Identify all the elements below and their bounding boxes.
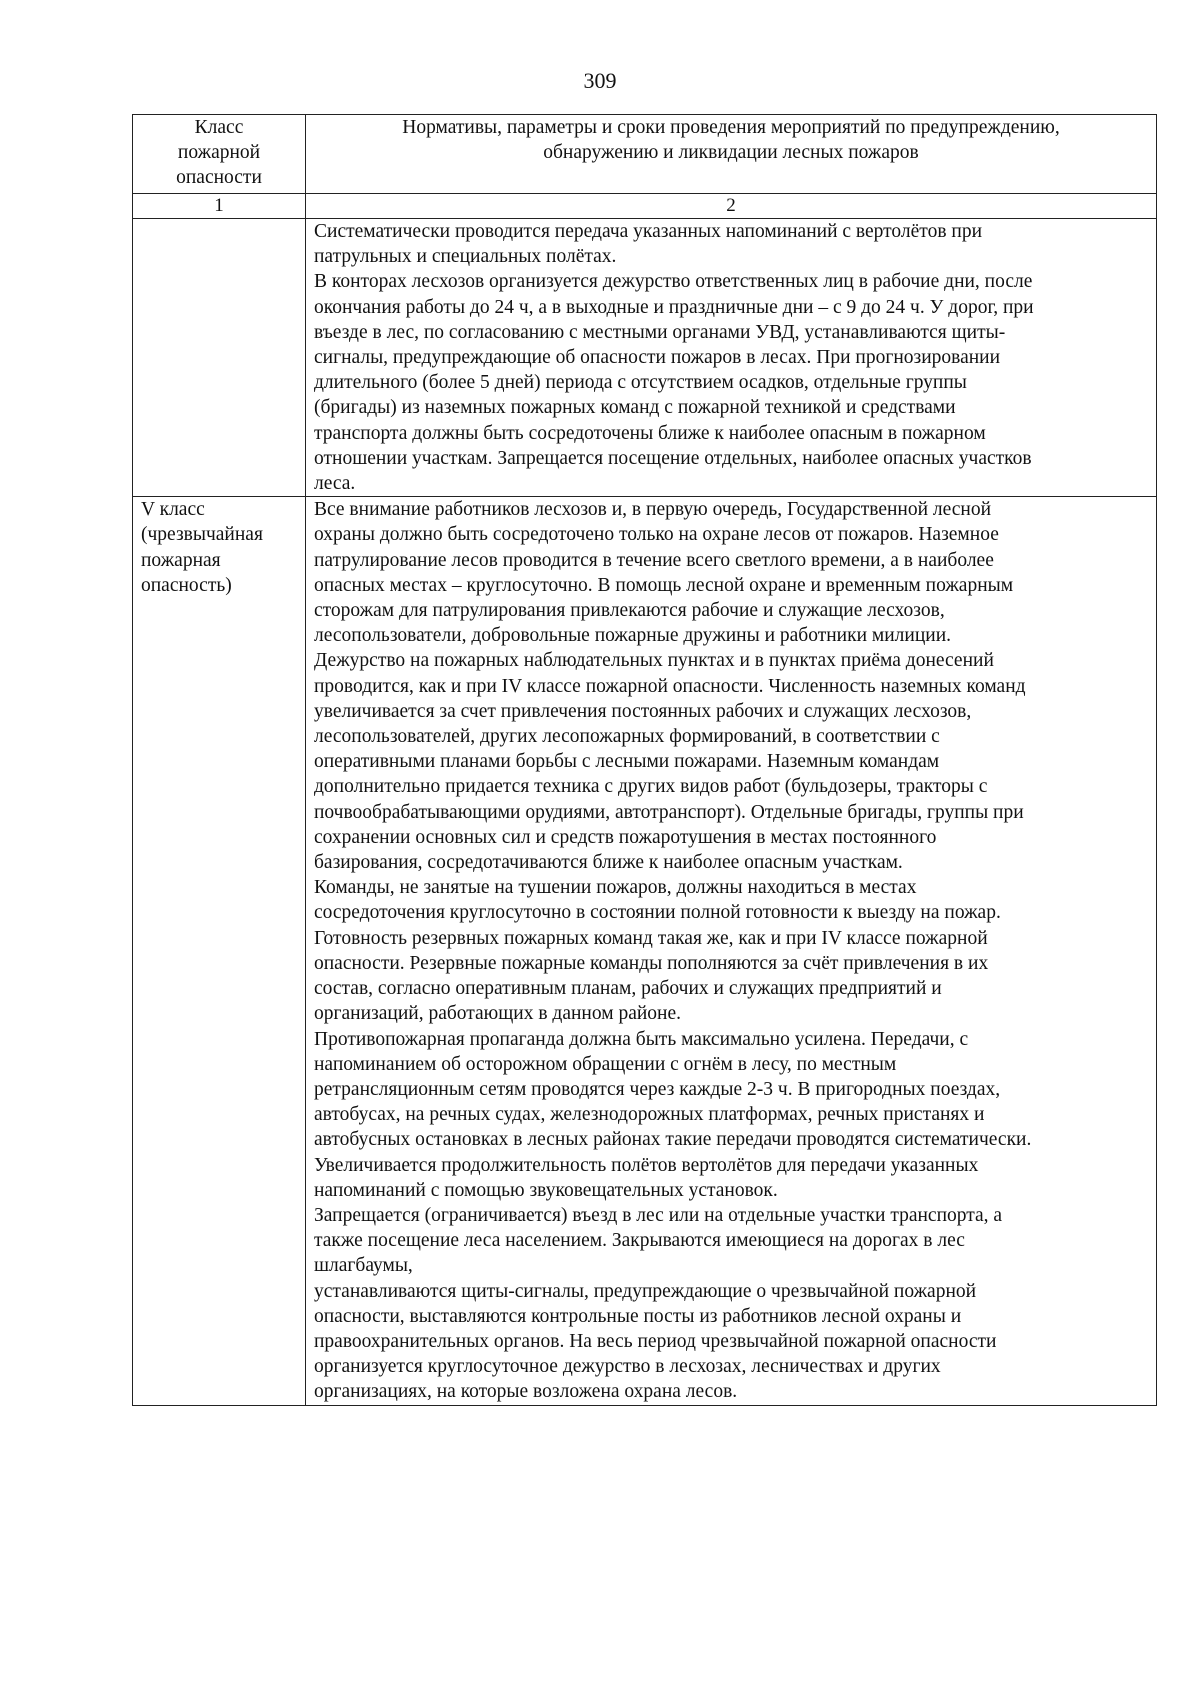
header-norms: [306, 115, 1157, 194]
text-line: (чрезвычайная: [141, 524, 263, 546]
text-line: почвообрабатывающими орудиями, автотранспорт). Отдельные бригады, группы при: [314, 801, 1024, 823]
column-number-row: [133, 194, 1157, 219]
text-line: проводится, как и при IV классе пожарной опасности. Численность наземных команд: [314, 675, 1026, 697]
fire-class-cell: [133, 219, 306, 497]
text-line: правоохранительных органов. На весь период чрезвычайной пожарной опасности: [314, 1330, 997, 1352]
norms-cell: [306, 497, 1157, 1405]
header-fire-class: [133, 115, 306, 194]
text-line: напоминаний с помощью звуковещательных установок.: [314, 1179, 778, 1201]
text-line: организациях, на которые возложена охрана лесов.: [314, 1381, 738, 1403]
text-line: опасность): [141, 574, 232, 596]
text-line: въезде в лес, по согласованию с местными органами УВД, устанавливаются щиты-: [314, 321, 1006, 343]
text-line: автобусных остановках в лесных районах такие передачи проводятся систематически.: [314, 1129, 1032, 1151]
text-line: транспорта должны быть сосредоточены ближе к наиболее опасным в пожарном: [314, 422, 986, 444]
table-row: [133, 497, 1157, 1405]
text-line: также посещение леса населением. Закрываются имеющиеся на дорогах в лес: [314, 1230, 965, 1252]
text-line: Запрещается (ограничивается) въезд в лес или на отдельные участки транспорта, а: [314, 1204, 1003, 1226]
text-line: V класс: [141, 499, 205, 521]
text-line: напоминанием об осторожном обращении с огнём в лесу, по местным: [314, 1053, 897, 1075]
text-line: организаций, работающих в данном районе.: [314, 1003, 681, 1025]
table-header-row: [133, 115, 1157, 194]
text-line: дополнительно придается техника с других видов работ (бульдозеры, тракторы с: [314, 776, 988, 798]
text-line: лесопользователи, добровольные пожарные дружины и работники милиции.: [314, 625, 952, 647]
text-line: охраны должно быть сосредоточено только на охране лесов от пожаров. Наземное: [314, 524, 999, 546]
text-line: опасности, выставляются контрольные посты из работников лесной охраны и: [314, 1305, 962, 1327]
text-line: Систематически проводится передача указанных напоминаний с вертолётов при: [314, 221, 983, 242]
text-line: состав, согласно оперативным планам, рабочих и служащих предприятий и: [314, 978, 942, 1000]
text-line: организуется круглосуточное дежурство в лесхозах, лесничествах и других: [314, 1356, 941, 1378]
table-row: [133, 219, 1157, 497]
text-line: сохранении основных сил и средств пожаротушения в местах постоянного: [314, 826, 937, 848]
text-line: (бригады) из наземных пожарных команд с пожарной техникой и средствами: [314, 397, 956, 419]
norms-cell: [306, 219, 1157, 497]
text-line: шлагбаумы,: [314, 1255, 413, 1277]
text-line: Дежурство на пожарных наблюдательных пунктах и в пунктах приёма донесений: [314, 650, 994, 672]
fire-danger-norms-table: [132, 114, 1157, 1406]
text-line: Противопожарная пропаганда должна быть максимально усилена. Передачи, с: [314, 1028, 969, 1050]
text-line: Готовность резервных пожарных команд такая же, как и при IV классе пожарной: [314, 927, 988, 949]
fire-class-cell: [133, 497, 306, 1405]
text-line: леса.: [314, 473, 356, 495]
text-line: лесопользователей, других лесопожарных формирований, в соответствии с: [314, 726, 940, 748]
text-line: ретрансляционным сетям проводятся через каждые 2-3 ч. В пригородных поездах,: [314, 1078, 1001, 1100]
column-number: 2: [306, 194, 1157, 219]
header-line: опасности: [176, 167, 262, 189]
header-line: пожарной: [177, 142, 261, 164]
page-number: 309: [583, 68, 617, 93]
text-line: Увеличивается продолжительность полётов вертолётов для передачи указанных: [314, 1154, 979, 1176]
column-number: 1: [133, 194, 306, 219]
text-line: опасных местах – круглосуточно. В помощь лесной охране и временным пожарным: [314, 574, 1014, 596]
text-line: устанавливаются щиты-сигналы, предупреждающие о чрезвычайной пожарной: [314, 1280, 977, 1302]
text-line: пожарная: [141, 549, 221, 571]
text-line: Команды, не занятые на тушении пожаров, должны находиться в местах: [314, 877, 917, 899]
text-line: Все внимание работников лесхозов и, в первую очередь, Государственной лесной: [314, 499, 992, 521]
text-line: В конторах лесхозов организуется дежурство ответственных лиц в рабочие дни, после: [314, 271, 1033, 293]
text-line: отношении участкам. Запрещается посещение отдельных, наиболее опасных участков: [314, 447, 1032, 469]
header-line: Нормативы, параметры и сроки проведения мероприятий по предупреждению,: [402, 117, 1060, 138]
text-line: автобусах, на речных судах, железнодорожных платформах, речных пристанях и: [314, 1104, 985, 1126]
text-line: сторожам для патрулирования привлекаются рабочие и служащие лесхозов,: [314, 600, 945, 622]
text-line: оперативными планами борьбы с лесными пожарами. Наземным командам: [314, 751, 940, 773]
text-line: окончания работы до 24 ч, а в выходные и праздничные дни – с 9 до 24 ч. У дорог, при: [314, 296, 1034, 318]
text-line: сигналы, предупреждающие об опасности пожаров в лесах. При прогнозировании: [314, 347, 1001, 369]
text-line: патрульных и специальных полётах.: [314, 246, 617, 268]
text-line: базирования, сосредотачиваются ближе к наиболее опасным участкам.: [314, 852, 903, 874]
text-line: сосредоточения круглосуточно в состоянии полной готовности к выезду на пожар.: [314, 902, 1001, 924]
text-line: патрулирование лесов проводится в течение всего светлого времени, а в наиболее: [314, 549, 994, 571]
text-line: увеличивается за счет привлечения постоянных рабочих и служащих лесхозов,: [314, 700, 972, 722]
header-line: Класс: [194, 117, 244, 138]
text-line: длительного (более 5 дней) периода с отсутствием осадков, отдельные группы: [314, 372, 967, 394]
text-line: опасности. Резервные пожарные команды пополняются за счёт привлечения в их: [314, 952, 989, 974]
header-line: обнаружению и ликвидации лесных пожаров: [543, 142, 919, 164]
